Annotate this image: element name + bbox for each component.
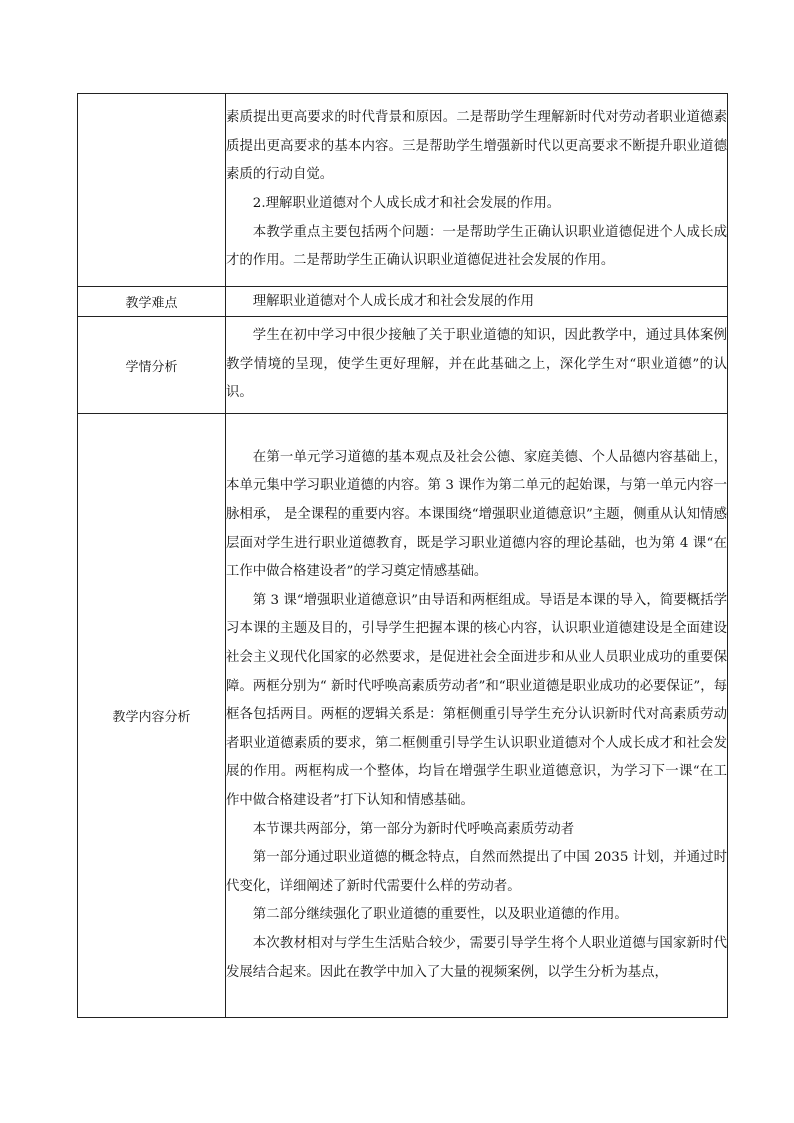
table-row <box>78 287 728 317</box>
paragraph: 素质提出更高要求的时代背景和原因。二是帮助学生理解新时代对劳动者职业道德素质提出更高要求的基本内容。三是帮助学生增强新时代以更高要求不断提升职业道德素质的行动自觉。 <box>226 110 727 183</box>
paragraph: 本次教材相对与学生生活贴合较少，需要引导学生将个人职业道德与国家新时代发展结合起来。因此在教学中加入了大量的视频案例，以学生分析为基点， <box>226 935 727 980</box>
lesson-plan-table <box>77 93 728 1018</box>
teaching-difficulty-content <box>226 287 728 317</box>
row-label-cell <box>78 94 226 287</box>
table-row <box>78 414 728 1018</box>
row-label-student-analysis: 学情分析 <box>78 317 226 414</box>
teaching-focus-content <box>226 94 728 287</box>
row-label-content-analysis: 教学内容分析 <box>78 414 226 1018</box>
paragraph: 第二部分继续强化了职业道德的重要性，以及职业道德的作用。 <box>252 907 628 923</box>
table-row <box>78 94 728 287</box>
student-analysis-content <box>226 317 728 414</box>
paragraph: 第 3 课“增强职业道德意识”由导语和两框组成。导语是本课的导入，简要概括学习本课的主题及目的，引导学生把握本课的核心内容，认识职业道德建设是全面建设社会主义现代化国家的必然要求，是促进社会全面进步和从业人员职业成功的重要保障。两框分别为“ 新时代呼唤高素质劳动者”和“职业道德是职业成功的必要保证”，每框各包括两目。两框的逻辑关系是：第框侧重引导学生充分认识新时代对高素质劳动者职业道德素质的要求，第二框侧重引导学生认识职业道德对个人成长成才和社会发展的作用。两框构成一个整体，均旨在增强学生职业道德意识，为学习下一课“在工作中做合格建设者”打下认知和情感基础。 <box>226 592 727 808</box>
paragraph: 学生在初中学习中很少接触了关于职业道德的知识，因此教学中，通过具体案例教学情境的呈现，使学生更好理解，并在此基础之上，深化学生对“职业道德”的认识。 <box>226 328 727 401</box>
paragraph: 第一部分通过职业道德的概念特点，自然而然提出了中国 2035 计划，并通过时代变化，详细阐述了新时代需要什么样的劳动者。 <box>226 850 727 894</box>
paragraph: 2.理解职业道德对个人成长成才和社会发展的作用。 <box>252 196 561 211</box>
paragraph: 本节课共两部分，第一部分为新时代呼唤高素质劳动者 <box>252 821 575 837</box>
content-analysis-content <box>226 414 728 1018</box>
table-row <box>78 317 728 414</box>
paragraph: 理解职业道德对个人成长成才和社会发展的作用 <box>252 293 534 309</box>
paragraph: 在第一单元学习道德的基本观点及社会公德、家庭美德、个人品德内容基础上，本单元集中学习职业道德的内容。第 3 课作为第二单元的起始课，与第一单元内容一脉相承， 是全课程的重要内容。本课围绕“增强职业道德意识”主题，侧重从认知情感层面对学生进行职业道德教育，既是学习职业道德内容的理论基础，也为第 4 课“在工作中做合格建设者”的学习奠定情感基础。 <box>226 449 727 580</box>
row-label-difficulty: 教学难点 <box>78 287 226 317</box>
paragraph: 本教学重点主要包括两个问题：一是帮助学生正确认识职业道德促进个人成长成才的作用。二是帮助学生正确认识职业道德促进社会发展的作用。 <box>226 224 727 269</box>
